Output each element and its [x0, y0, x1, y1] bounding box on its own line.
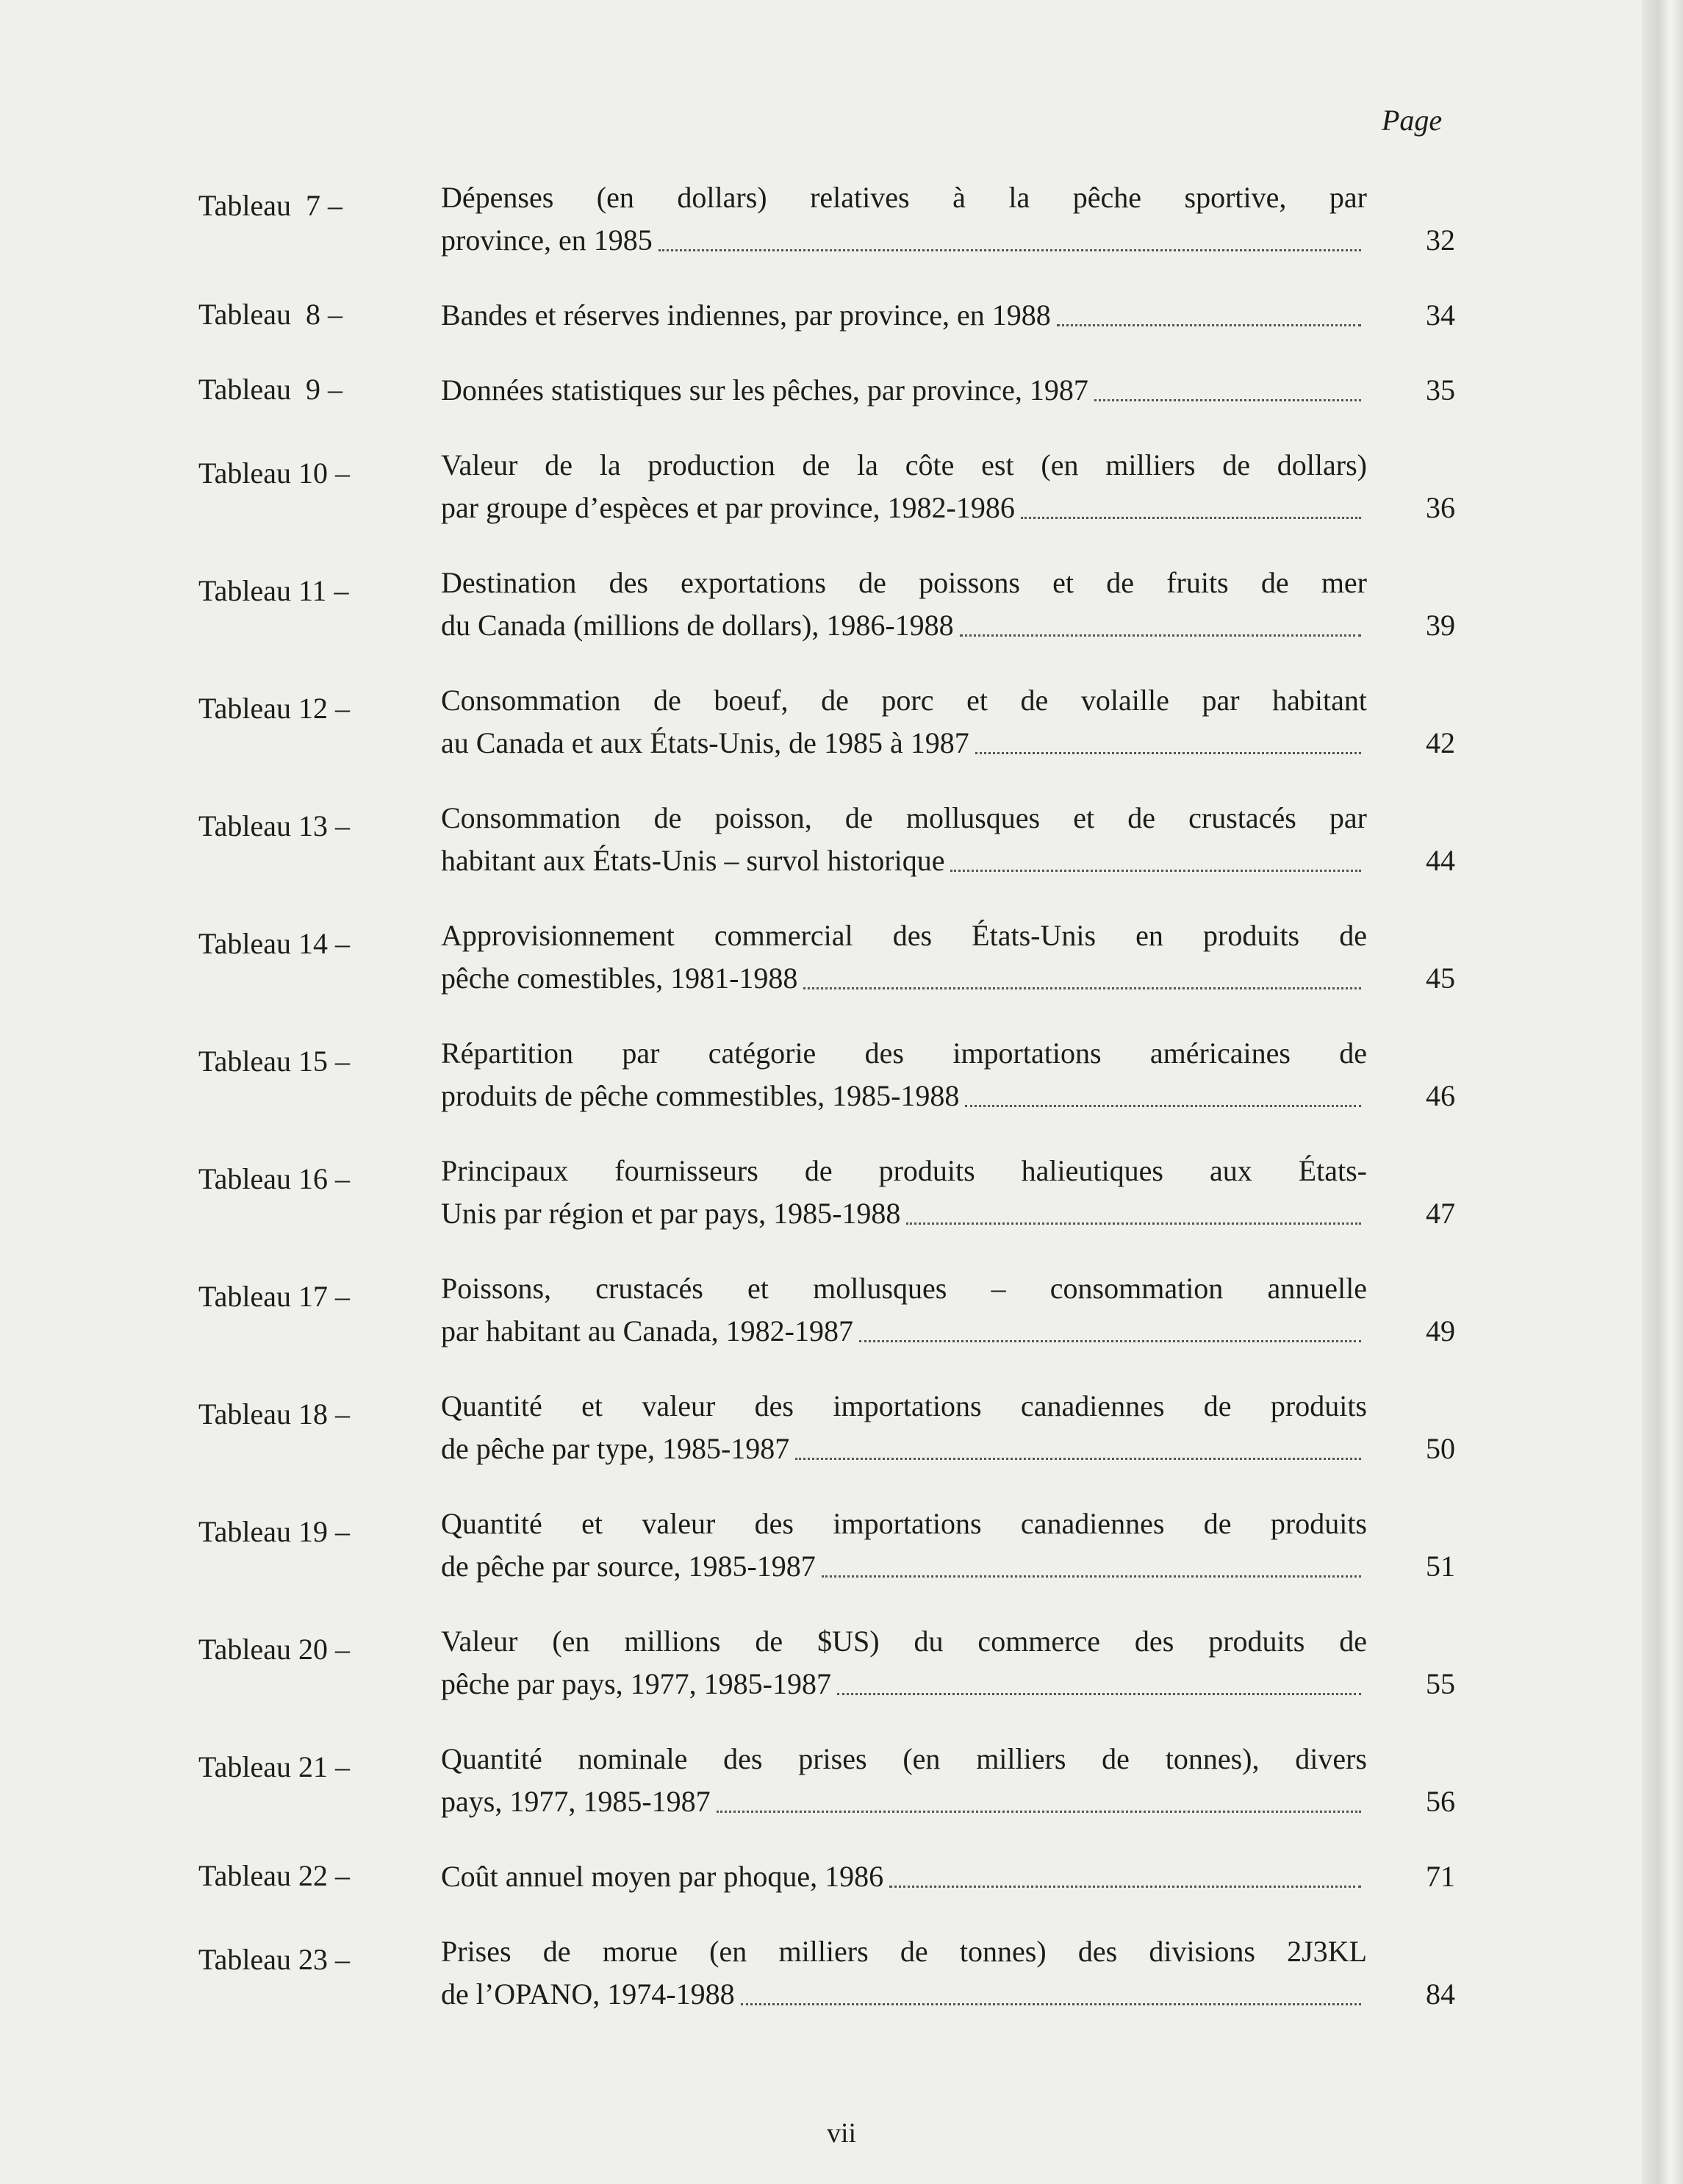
toc-entry-title	[441, 1855, 1367, 1898]
toc-entry-title	[441, 797, 1367, 882]
toc-entry	[198, 797, 1455, 882]
toc-entry-page-number: 32	[1426, 223, 1455, 257]
toc-entry-tag: Tableau 17 –	[198, 1280, 351, 1313]
dot-leader	[889, 1885, 1361, 1888]
toc-entry-title-line2: par habitant au Canada, 1982-1987	[441, 1314, 853, 1347]
toc-entry	[198, 1150, 1455, 1235]
toc-entry-tag: Tableau 23 –	[198, 1943, 351, 1976]
toc-entry-page-number: 39	[1426, 609, 1455, 642]
toc-entry-title	[441, 1032, 1367, 1117]
toc-entry-page-number: 71	[1426, 1860, 1455, 1893]
toc-entry	[198, 1930, 1455, 2016]
page-column-header: Page	[1382, 104, 1443, 137]
table-of-contents	[198, 176, 1455, 2048]
toc-entry-page-number: 51	[1426, 1550, 1455, 1583]
toc-entry-title-line2: pêche par pays, 1977, 1985-1987	[441, 1667, 831, 1700]
toc-entry-title-line2: Bandes et réserves indiennes, par province, en 1988	[441, 298, 1051, 332]
toc-entry-page-number: 34	[1426, 298, 1455, 332]
toc-entry-title-line1: Prises de morue (en milliers de tonnes) des divisions 2J3KL	[441, 1935, 1367, 1968]
toc-entry-title-line2: pêche comestibles, 1981-1988	[441, 962, 798, 995]
toc-entry-title-line1: Valeur de la production de la côte est (en milliers de dollars)	[441, 448, 1367, 481]
toc-entry-page-number: 46	[1426, 1079, 1455, 1112]
toc-entry-page-number: 50	[1426, 1432, 1455, 1465]
dot-leader	[1094, 398, 1361, 401]
dot-leader	[1021, 516, 1361, 519]
toc-entry-title-line2: de pêche par type, 1985-1987	[441, 1432, 790, 1465]
toc-entry-tag: Tableau 13 –	[198, 809, 351, 842]
toc-entry	[198, 679, 1455, 765]
toc-entry	[198, 1738, 1455, 1823]
toc-entry-tag: Tableau 7 –	[198, 189, 343, 222]
toc-entry-tag: Tableau 12 –	[198, 692, 351, 725]
toc-entry-title-line2: Coût annuel moyen par phoque, 1986	[441, 1860, 884, 1893]
toc-entry	[198, 1855, 1455, 1898]
toc-entry-title	[441, 444, 1367, 529]
toc-entry	[198, 1032, 1455, 1117]
dot-leader	[906, 1222, 1361, 1225]
toc-entry-title-line1: Approvisionnement commercial des États-Unis en produits de	[441, 919, 1367, 952]
toc-entry-tag: Tableau 19 –	[198, 1515, 351, 1548]
toc-entry-page-number: 56	[1426, 1785, 1455, 1818]
toc-entry-title-line1: Principaux fournisseurs de produits halieutiques aux États-	[441, 1154, 1367, 1187]
toc-entry	[198, 369, 1455, 412]
toc-entry-tag: Tableau 21 –	[198, 1750, 351, 1783]
dot-leader	[795, 1457, 1361, 1460]
toc-entry-tag: Tableau 14 –	[198, 927, 351, 960]
toc-entry-title	[441, 1503, 1367, 1588]
toc-entry-title	[441, 562, 1367, 647]
toc-entry	[198, 294, 1455, 337]
toc-entry-tag: Tableau 11 –	[198, 574, 349, 607]
dot-leader	[803, 987, 1361, 989]
toc-entry-title	[441, 1267, 1367, 1353]
toc-entry-page-number: 35	[1426, 373, 1455, 407]
toc-entry-page-number: 42	[1426, 726, 1455, 759]
toc-entry-title-line2: province, en 1985	[441, 223, 653, 257]
toc-entry	[198, 1267, 1455, 1353]
toc-entry-title	[441, 176, 1367, 262]
toc-entry-page-number: 47	[1426, 1197, 1455, 1230]
toc-entry-title-line2: de l’OPANO, 1974-1988	[441, 1977, 735, 2011]
toc-entry-title	[441, 369, 1367, 412]
toc-entry	[198, 562, 1455, 647]
toc-entry	[198, 1385, 1455, 1470]
toc-entry-title-line1: Destination des exportations de poissons et de fruits de mer	[441, 566, 1367, 599]
toc-entry-title-line1: Valeur (en millions de $US) du commerce des produits de	[441, 1625, 1367, 1658]
toc-entry-title	[441, 679, 1367, 765]
toc-entry-tag: Tableau 8 –	[198, 298, 343, 331]
toc-entry-title-line1: Dépenses (en dollars) relatives à la pêche sportive, par	[441, 181, 1367, 214]
toc-entry-title-line2: pays, 1977, 1985-1987	[441, 1785, 711, 1818]
toc-entry-title	[441, 294, 1367, 337]
toc-entry	[198, 1620, 1455, 1705]
toc-entry	[198, 914, 1455, 1000]
toc-entry-page-number: 55	[1426, 1667, 1455, 1700]
toc-entry-title-line2: Unis par région et par pays, 1985-1988	[441, 1197, 901, 1230]
toc-entry-page-number: 84	[1426, 1977, 1455, 2011]
toc-entry-title-line2: Données statistiques sur les pêches, par province, 1987	[441, 373, 1088, 407]
toc-entry-title-line1: Quantité et valeur des importations canadiennes de produits	[441, 1389, 1367, 1422]
toc-entry-tag: Tableau 20 –	[198, 1633, 351, 1666]
dot-leader	[965, 1104, 1361, 1107]
dot-leader	[717, 1810, 1361, 1813]
toc-entry	[198, 444, 1455, 529]
toc-entry-title-line2: au Canada et aux États-Unis, de 1985 à 1987	[441, 726, 969, 759]
toc-entry-title	[441, 1930, 1367, 2016]
toc-entry-page-number: 49	[1426, 1314, 1455, 1347]
dot-leader	[1057, 323, 1361, 326]
toc-entry-title	[441, 1150, 1367, 1235]
dot-leader	[960, 634, 1361, 637]
page-number-footer: vii	[826, 2118, 857, 2149]
toc-entry	[198, 176, 1455, 262]
toc-entry-title-line1: Poissons, crustacés et mollusques – consommation annuelle	[441, 1272, 1367, 1305]
page-edge	[1642, 0, 1683, 2184]
toc-entry-title-line1: Quantité nominale des prises (en milliers de tonnes), divers	[441, 1742, 1367, 1775]
toc-entry-tag: Tableau 10 –	[198, 457, 351, 490]
toc-entry-page-number: 45	[1426, 962, 1455, 995]
toc-entry	[198, 1503, 1455, 1588]
dot-leader	[837, 1692, 1361, 1695]
dot-leader	[741, 2002, 1361, 2005]
toc-entry-tag: Tableau 9 –	[198, 373, 343, 406]
dot-leader	[975, 751, 1361, 754]
toc-entry-page-number: 36	[1426, 491, 1455, 524]
dot-leader	[950, 869, 1361, 872]
toc-entry-title	[441, 1620, 1367, 1705]
toc-entry-tag: Tableau 18 –	[198, 1397, 351, 1431]
toc-entry-title	[441, 914, 1367, 1000]
toc-entry-tag: Tableau 15 –	[198, 1045, 351, 1078]
toc-entry-title	[441, 1385, 1367, 1470]
toc-entry-title-line2: par groupe d’espèces et par province, 1982-1986	[441, 491, 1015, 524]
toc-entry-title-line1: Répartition par catégorie des importations américaines de	[441, 1036, 1367, 1070]
toc-entry-title-line2: produits de pêche commestibles, 1985-1988	[441, 1079, 960, 1112]
dot-leader	[659, 248, 1361, 251]
toc-entry-page-number: 44	[1426, 844, 1455, 877]
toc-entry-tag: Tableau 16 –	[198, 1162, 351, 1195]
toc-entry-title	[441, 1738, 1367, 1823]
toc-entry-title-line2: de pêche par source, 1985-1987	[441, 1550, 816, 1583]
toc-entry-title-line1: Consommation de boeuf, de porc et de volaille par habitant	[441, 684, 1367, 717]
toc-entry-title-line1: Consommation de poisson, de mollusques et de crustacés par	[441, 801, 1367, 834]
dot-leader	[822, 1575, 1361, 1578]
toc-entry-title-line2: habitant aux États-Unis – survol historique	[441, 844, 945, 877]
dot-leader	[859, 1339, 1361, 1342]
toc-entry-tag: Tableau 22 –	[198, 1859, 351, 1892]
toc-entry-title-line1: Quantité et valeur des importations canadiennes de produits	[441, 1507, 1367, 1540]
toc-entry-title-line2: du Canada (millions de dollars), 1986-1988	[441, 609, 954, 642]
